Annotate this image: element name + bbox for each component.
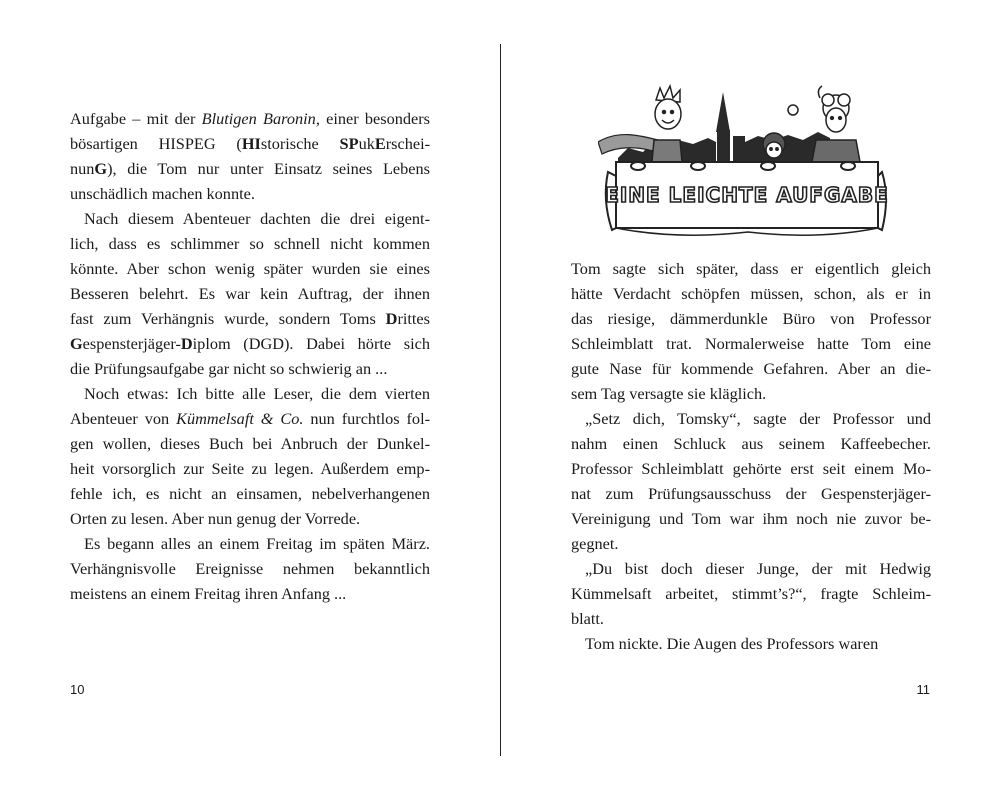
text-segment: könnte. Aber schon wenig später wurden sie eines xyxy=(70,259,430,278)
text-line xyxy=(70,481,430,506)
text-segment: Tom nickte. Die Augen des Professors waren xyxy=(585,634,879,653)
paragraph xyxy=(70,106,430,206)
text-segment: gegnet. xyxy=(571,534,619,553)
text-segment: G xyxy=(94,159,108,178)
text-segment: Kümmelsaft arbeitet, stimmt’s?“, fragte Schleim- xyxy=(571,584,931,603)
text-segment: ), die Tom nur unter Einsatz seines Lebens xyxy=(107,159,430,178)
text-segment: , einer besonders xyxy=(315,109,431,128)
text-segment: heit vorsorglich zur Seite zu legen. Außerdem emp- xyxy=(70,459,430,478)
text-segment: Tom sagte sich später, dass er eigentlich gleich xyxy=(571,259,931,278)
text-segment: D xyxy=(180,334,193,353)
text-segment: Professor Schleimblatt gehörte erst seit einem Mo- xyxy=(571,459,931,478)
text-line xyxy=(70,206,430,231)
right-page xyxy=(501,0,1000,800)
paragraph xyxy=(70,531,430,606)
text-line xyxy=(70,531,430,556)
right-page-text xyxy=(571,256,931,656)
text-line xyxy=(70,356,430,381)
text-segment: gute Nase für kommende Gefahren. Aber an die- xyxy=(571,359,931,378)
text-line xyxy=(70,106,430,131)
text-line xyxy=(70,256,430,281)
moon-icon xyxy=(788,105,798,115)
text-segment: fast zum Verhängnis wurde, sondern Toms xyxy=(70,309,386,328)
text-line xyxy=(70,181,430,206)
text-line xyxy=(571,406,931,431)
text-segment: Kümmelsaft & Co. xyxy=(176,409,304,428)
paragraph xyxy=(70,206,430,381)
text-segment: Noch etwas: Ich bitte alle Leser, die dem vierten xyxy=(84,384,430,403)
boy-character xyxy=(652,86,682,162)
text-segment: HI xyxy=(241,134,261,153)
text-line xyxy=(70,231,430,256)
town-silhouette xyxy=(618,92,830,162)
text-segment: Schleimblatt trat. Normalerweise hatte Tom eine xyxy=(571,334,931,353)
text-line xyxy=(571,381,931,406)
text-segment: Es begann alles an einem Freitag im späten März. xyxy=(84,534,430,553)
text-segment: sem Tag versagte sie kläglich. xyxy=(571,384,767,403)
text-segment: lich, dass es schlimmer so schnell nicht kommen xyxy=(70,234,430,253)
text-line xyxy=(571,356,931,381)
text-line xyxy=(70,406,430,431)
text-line xyxy=(571,256,931,281)
text-line xyxy=(70,331,430,356)
left-page-text xyxy=(70,106,430,606)
text-segment: Blutigen Baronin xyxy=(201,109,316,128)
text-line xyxy=(571,506,931,531)
text-line xyxy=(70,281,430,306)
text-segment: unschädlich machen konnte. xyxy=(70,184,255,203)
text-segment: SP xyxy=(339,134,359,153)
text-segment: rittes xyxy=(397,309,430,328)
paragraph xyxy=(571,631,931,656)
text-segment: iplom (DGD). Dabei hörte sich xyxy=(192,334,430,353)
page-number-left: 10 xyxy=(70,682,85,697)
text-segment: nat zum Prüfungsausschuss der Gespensterjäger- xyxy=(571,484,931,503)
text-segment: „Du bist doch dieser Junge, der mit Hedwig xyxy=(585,559,931,578)
text-line xyxy=(70,581,430,606)
text-segment: Vereinigung und Tom war ihm noch nie zuvor be- xyxy=(571,509,931,528)
text-segment: bösartigen HISPEG ( xyxy=(70,134,242,153)
text-segment: die Prüfungsaufgabe gar nicht so schwierig an ... xyxy=(70,359,388,378)
text-segment: blatt. xyxy=(571,609,605,628)
text-line xyxy=(70,506,430,531)
text-segment: nun xyxy=(70,159,95,178)
paragraph xyxy=(571,556,931,631)
text-segment: nahm einen Schluck aus seinem Kaffeebecher. xyxy=(571,434,931,453)
text-line xyxy=(571,306,931,331)
text-line xyxy=(571,456,931,481)
text-line xyxy=(70,306,430,331)
text-segment: das riesige, dämmerdunkle Büro von Professor xyxy=(571,309,931,328)
chapter-illustration xyxy=(598,80,908,250)
text-segment: nun furchtlos fol- xyxy=(303,409,431,428)
text-line xyxy=(571,281,931,306)
text-line xyxy=(70,556,430,581)
text-segment: Abenteuer von xyxy=(70,409,177,428)
text-segment: storische xyxy=(260,134,340,153)
text-segment: hätte Verdacht schöpfen müssen, schon, als er in xyxy=(571,284,931,303)
text-segment: meistens an einem Freitag ihren Anfang ... xyxy=(70,584,347,603)
text-segment: gen wollen, dieses Buch bei Anbruch der Dunkel- xyxy=(70,434,430,453)
paragraph xyxy=(571,256,931,406)
text-segment: Nach diesem Abenteuer dachten die drei eigent- xyxy=(84,209,430,228)
text-line xyxy=(571,431,931,456)
text-segment: D xyxy=(385,309,398,328)
page-number-right: 11 xyxy=(916,682,930,697)
chapter-title: EINE LEICHTE AUFGABE xyxy=(605,183,889,207)
text-segment: Aufgabe – mit der xyxy=(70,109,202,128)
text-line xyxy=(571,631,931,656)
text-segment: „Setz dich, Tomsky“, sagte der Professor und xyxy=(585,409,931,428)
text-segment: Orten zu lesen. Aber nun genug der Vorrede. xyxy=(70,509,361,528)
text-line xyxy=(571,481,931,506)
text-segment: uk xyxy=(358,134,375,153)
text-line xyxy=(571,331,931,356)
text-segment: Besseren belehrt. Es war kein Auftrag, der ihnen xyxy=(70,284,430,303)
text-segment: rschei- xyxy=(385,134,431,153)
paragraph xyxy=(70,381,430,531)
text-line xyxy=(70,431,430,456)
paragraph xyxy=(571,406,931,556)
text-line xyxy=(571,531,931,556)
text-segment: G xyxy=(70,334,83,353)
text-line xyxy=(70,131,430,156)
text-line xyxy=(571,556,931,581)
text-line xyxy=(70,156,430,181)
text-segment: Verhängnisvolle Ereignisse nehmen bekanntlich xyxy=(70,559,430,578)
text-line xyxy=(70,456,430,481)
text-line xyxy=(571,581,931,606)
text-segment: espensterjäger- xyxy=(82,334,181,353)
text-line xyxy=(571,606,931,631)
text-segment: fehle ich, es nicht an einsamen, nebelverhangenen xyxy=(70,484,430,503)
old-lady-character xyxy=(812,86,860,162)
text-line xyxy=(70,381,430,406)
text-segment: E xyxy=(374,134,386,153)
